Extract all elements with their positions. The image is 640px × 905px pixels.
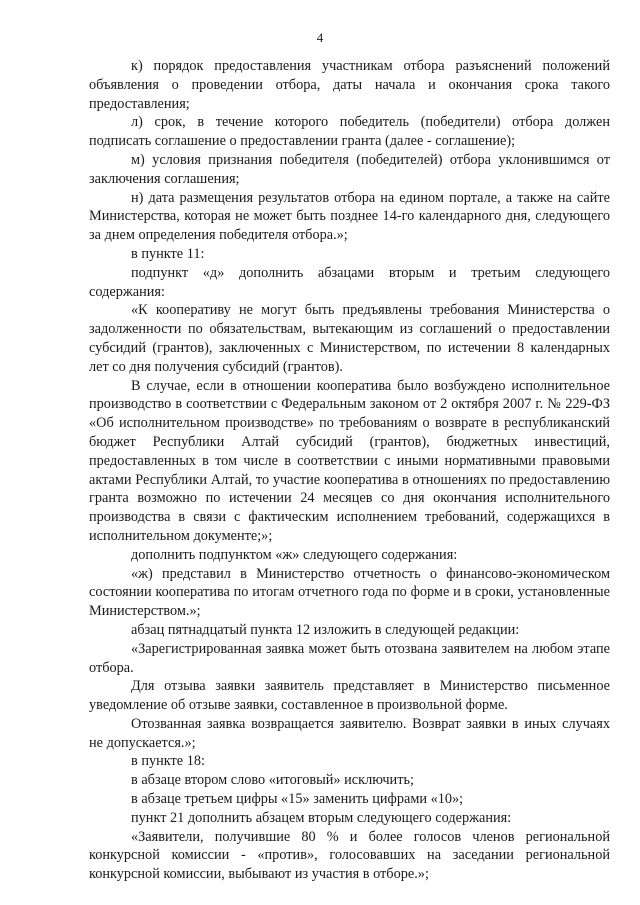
paragraph-withdrawal-notice: Для отзыва заявки заявитель представляет в Министерство письменное уведомление об отзыве заявки, составленное в произвольной форме. <box>89 678 610 714</box>
paragraph-l: л) срок, в течение которого победитель (победители) отбора должен подписать соглашение о предоставлении гранта (далее - соглашение); <box>89 114 610 150</box>
page-number: 4 <box>316 30 324 45</box>
paragraph-third-subparagraph: в абзаце третьем цифры «15» заменить цифрами «10»; <box>131 791 464 808</box>
paragraph-add-subitem-zh: дополнить подпунктом «ж» следующего содержания: <box>131 546 458 563</box>
paragraph-subitem-d: подпункт «д» дополнить абзацами вторым и третьим следующего содержания: <box>89 264 610 300</box>
paragraph-enforcement-proceedings: В случае, если в отношении кооператива было возбуждено исполнительное производство в соответствии с Федеральным законом от 2 октября 2007 г. № 229-ФЗ «Об исполнительном производстве» по требованиям о возврате в республиканский бюджет Республики Алтай субсидий (грантов), бюджетных инвестиций, предоставленных в том числе в соответствии с иными нормативными правовыми актами Республики Алтай, то участие кооператива в отношениях по предоставлению гранта возможно по истечении 24 месяцев со дня окончания исполнительного производства в связи с фактическим исполнением требований, содержащихся в исполнительном документе;»; <box>89 377 610 544</box>
paragraph-withdrawn-application: Отозванная заявка возвращается заявителю. Возврат заявки в иных случаях не допускается.»; <box>89 715 610 751</box>
paragraph-item-18: в пункте 18: <box>131 753 205 770</box>
document-body <box>89 57 610 884</box>
paragraph-applicants-votes: «Заявители, получившие 80 % и более голосов членов региональной конкурсной комиссии - «против», голосовавших на заседании региональной конкурсной комиссии, выбывают из участия в отборе.»; <box>89 828 610 883</box>
paragraph-subitem-zh: «ж) представил в Министерство отчетность о финансово-экономическом состоянии кооператива по итогам отчетного года по форме и в сроки, установленные Министерством.»; <box>89 565 610 620</box>
paragraph-m: м) условия признания победителя (победителей) отбора уклонившимся от заключения соглашения; <box>89 151 610 187</box>
paragraph-k: к) порядок предоставления участникам отбора разъяснений положений объявления о проведении отбора, даты начала и окончания срока такого предоставления; <box>89 58 610 112</box>
paragraph-item-21: пункт 21 дополнить абзацем вторым следующего содержания: <box>131 809 512 826</box>
paragraph-second-subparagraph: в абзаце втором слово «итоговый» исключить; <box>131 772 414 789</box>
paragraph-registered-application: «Зарегистрированная заявка может быть отозвана заявителем на любом этапе отбора. <box>89 640 610 676</box>
paragraph-cooperative-requirements: «К кооперативу не могут быть предъявлены требования Министерства о задолженности по обязательствам, вытекающим из соглашений о предоставлении субсидий (грантов), заключенных с Министерством, по истечении 8 календарных лет со дня получения субсидий (грантов). <box>89 302 610 375</box>
paragraph-n: н) дата размещения результатов отбора на едином портале, а также на сайте Министерства, которая не может быть позднее 14-го календарного дня, следующего за днем определения победителя отбора.»; <box>89 189 610 244</box>
paragraph-item-11: в пункте 11: <box>131 245 205 262</box>
paragraph-item-12: абзац пятнадцатый пункта 12 изложить в следующей редакции: <box>131 621 520 638</box>
